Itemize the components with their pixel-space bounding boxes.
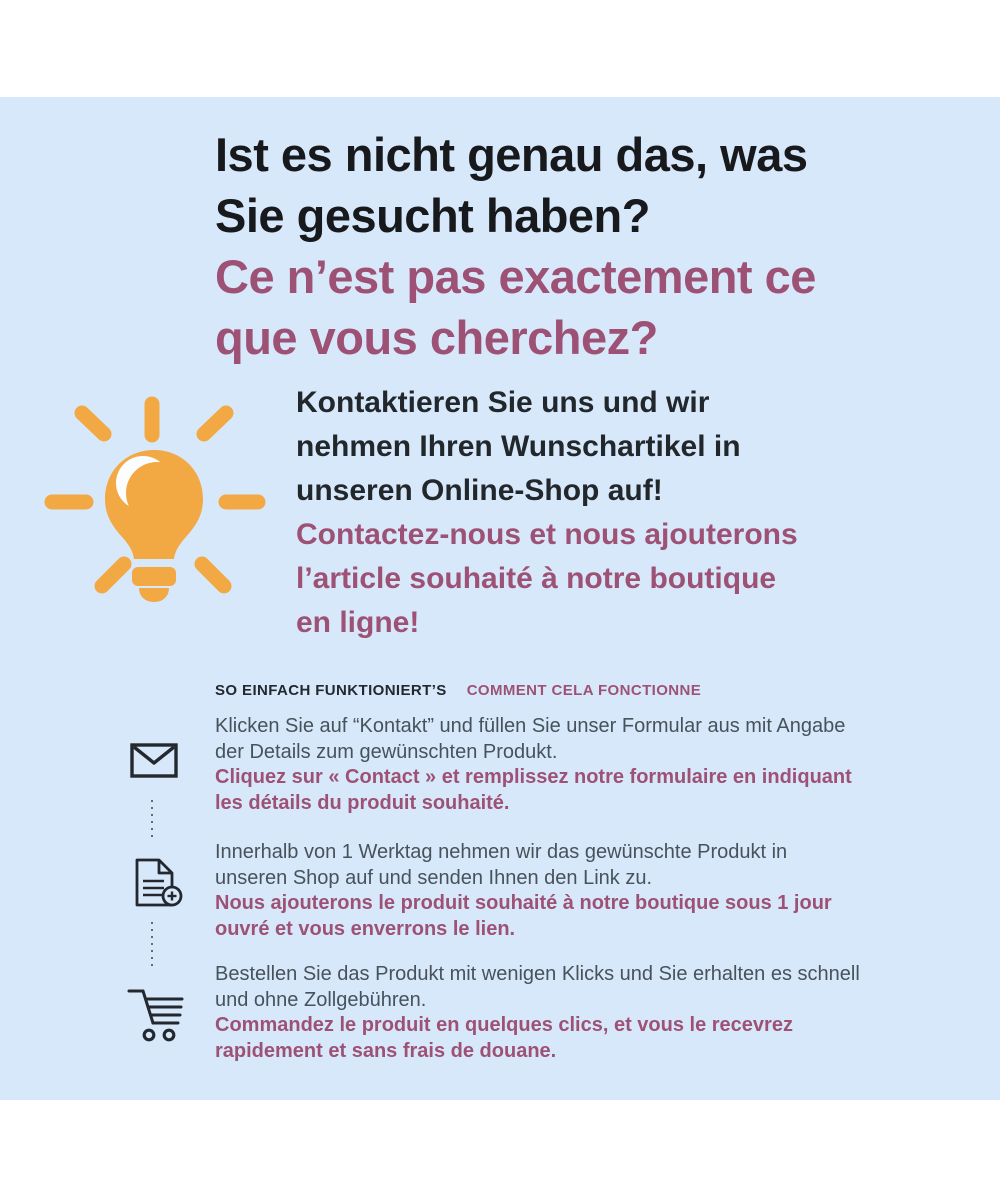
how-it-works-label-fr: COMMENT CELA FONCTIONNE [466,682,702,699]
intro-fr-line: Contactez-nous et nous ajouterons [296,518,798,551]
headline-fr-line: Ce n’est pas exactement ce [215,250,816,303]
how-it-works-label-de: SO EINFACH FUNKTIONIERT’S [215,682,447,699]
step-1-de-line: Klicken Sie auf “Kontakt” und füllen Sie unser Formular aus mit Angabe [215,715,846,737]
step-3-text [215,962,960,1065]
headline-de-line: Sie gesucht haben? [215,189,650,242]
lightbulb-icon [44,390,266,625]
step-3-fr-line: Commandez le produit en quelques clics, et vous le recevrez [215,1014,793,1037]
document-add-icon [131,856,185,910]
headline-de-line: Ist es nicht genau das, was [215,128,808,181]
step-3-fr-line: rapidement et sans frais de douane. [215,1040,557,1063]
step-1-text [215,714,960,817]
step-1-fr-line: les détails du produit souhaité. [215,792,510,815]
step-1-de-line: der Details zum gewünschten Produkt. [215,740,558,763]
headline-fr-line: que vous cherchez? [215,311,658,364]
intro-de-line: Kontaktieren Sie uns und wir [296,386,710,419]
headline-block [215,124,955,368]
intro-fr-line: en ligne! [296,606,420,639]
step-1-fr-line: Cliquez sur « Contact » et remplissez notre formulaire en indiquant [215,766,852,789]
dotted-connector [151,800,153,838]
intro-de-line: nehmen Ihren Wunschartikel in [296,430,741,463]
step-3-de-line: und ohne Zollgebühren. [215,988,427,1011]
step-2-text [215,840,960,943]
shopping-cart-icon [122,982,188,1044]
intro-fr-line: l’article souhaité à notre boutique [296,562,777,595]
step-3-de-line: Bestellen Sie das Produkt mit wenigen Klicks und Sie erhalten es schnell [215,963,860,985]
dotted-connector [151,922,153,968]
intro-block [296,381,876,645]
step-2-de-line: unseren Shop auf und senden Ihnen den Link zu. [215,866,653,889]
how-it-works-header [215,682,701,699]
step-2-fr-line: ouvré et vous enverrons le lien. [215,918,516,941]
step-2-de-line: Innerhalb von 1 Werktag nehmen wir das gewünschte Produkt in [215,841,788,863]
envelope-icon [129,742,179,780]
step-2-fr-line: Nous ajouterons le produit souhaité à notre boutique sous 1 jour [215,892,832,915]
intro-de-line: unseren Online-Shop auf! [296,474,663,507]
